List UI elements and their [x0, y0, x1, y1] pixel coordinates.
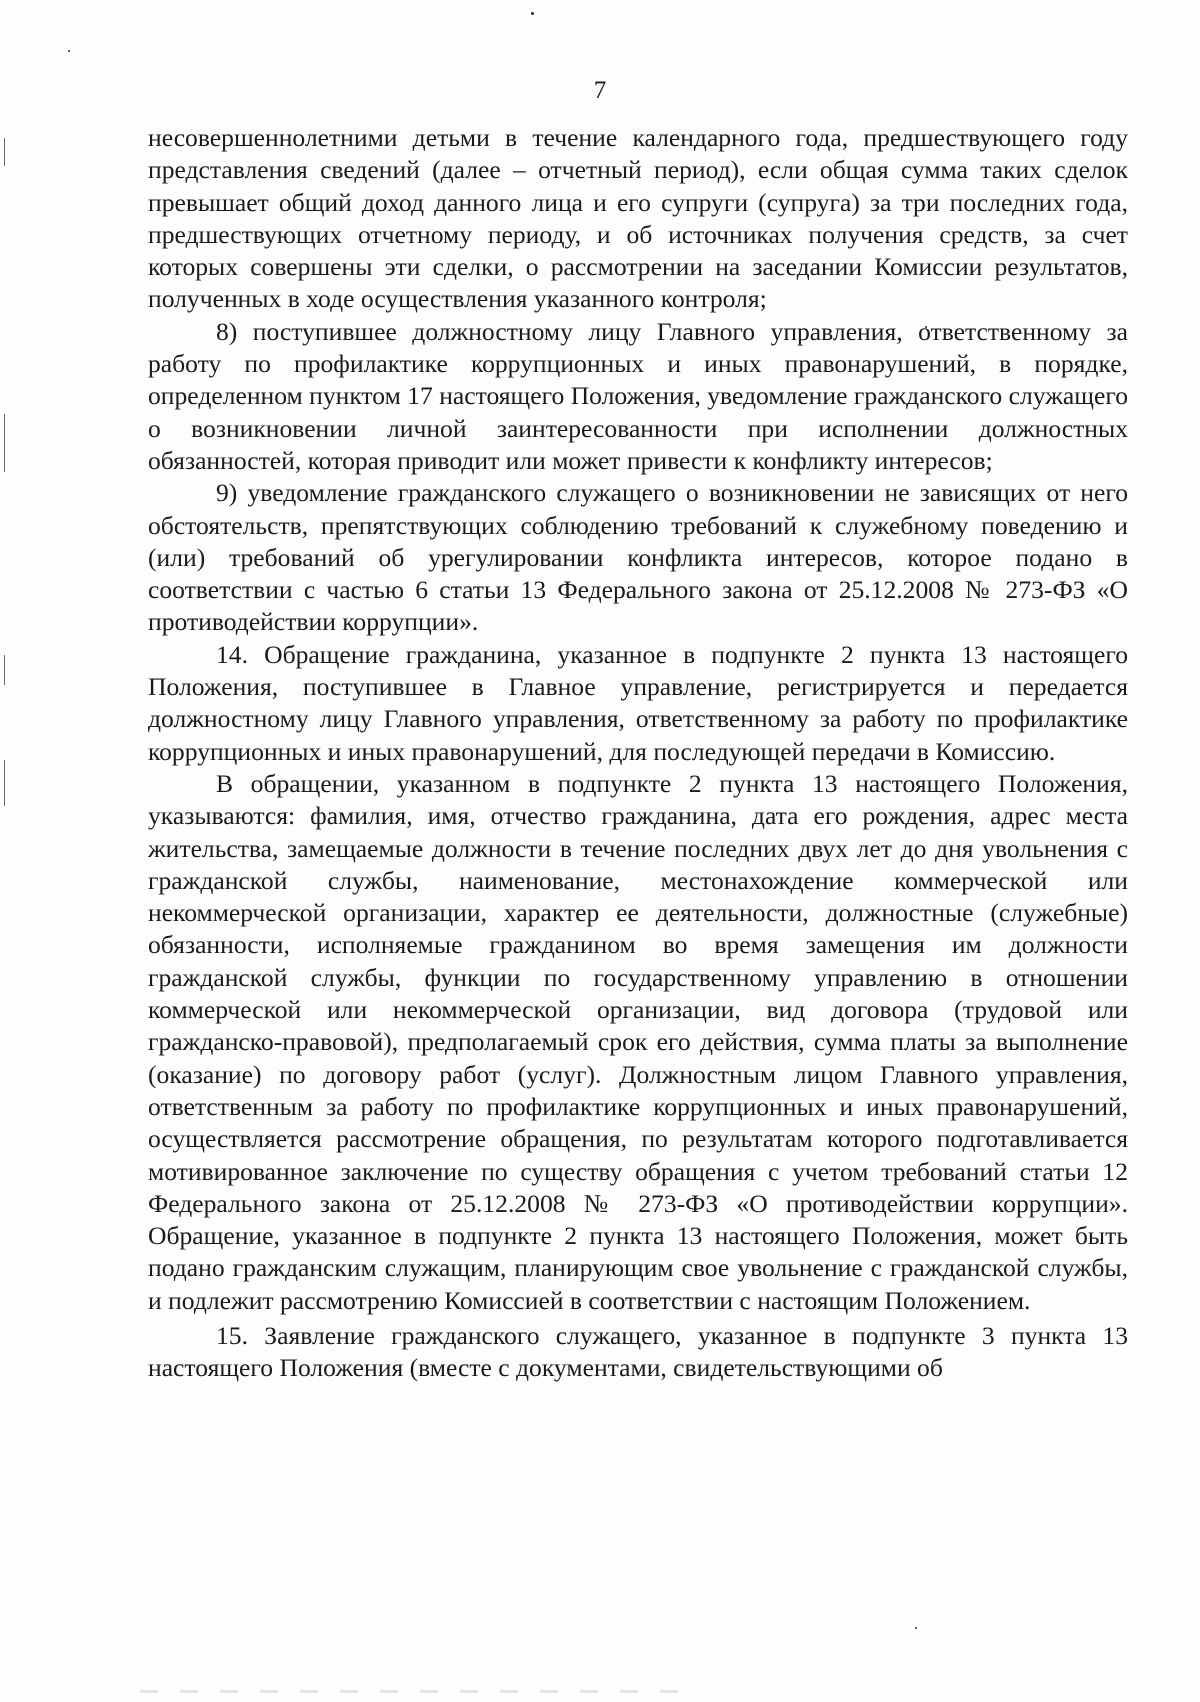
scan-edge-mark: [4, 760, 5, 806]
page-number: 7: [593, 77, 607, 104]
paragraph-appeal-contents: В обращении, указанном в подпункте 2 пункта 13 настоящего Положения, указываются: фамилия, имя, отчество гражданина, дата его рождения, адрес места жительства, замещаемые должности в течение последних двух лет до дня увольнения с гражданской службы, наименование, местонахождение коммерческой или некоммерческой организации, характер ее деятельности, должностные (служебные) обязанности, исполняемые гражданином во время замещения им должности гражданской службы, функции по государственному управлению в отношении коммерческой или некоммерческой организации, вид договора (трудовой или гражданско-правовой), предполагаемый срок его действия, сумма платы за выполнение (оказание) по договору работ (услуг). Должностным лицом Главного управления, ответственным за работу по профилактике коррупционных и иных правонарушений, осуществляется рассмотрение обращения, по результатам которого подготавливается мотивированное заключение по существу обращения с учетом требований статьи 12 Федерального закона от 25.12.2008 № 273-ФЗ «О противодействии коррупции». Обращение, указанное в подпункте 2 пункта 13 настоящего Положения, может быть подано гражданским служащим, планирующим свое увольнение с гражданской службы, и подлежит рассмотрению Комиссией в соответствии с настоящим Положением.: [148, 768, 1128, 1315]
scan-edge-mark: [4, 138, 5, 166]
scan-edge-mark: [4, 655, 5, 685]
paragraph-item-9: 9) уведомление гражданского служащего о возникновении не зависящих от него обстоятельств, препятствующих соблюдению требований к служебному поведению и (или) требований об урегулировании конфликта интересов, которое подано в соответствии с частью 6 статьи 13 Федерального закона от 25.12.2008 № 273-ФЗ «О противодействии коррупции».: [148, 478, 1128, 637]
paragraph-continuation: несовершеннолетними детьми в течение календарного года, предшествующего году представления сведений (далее – отчетный период), если общая сумма таких сделок превышает общий доход данного лица и его супруги (супруга) за три последних года, предшествующих отчетному периоду, и об источниках получения средств, за счет которых совершены эти сделки, о рассмотрении на заседании Комиссии результатов, полученных в ходе осуществления указанного контроля;: [148, 123, 1128, 314]
scan-speck: [68, 50, 70, 52]
scan-edge-mark: [4, 414, 5, 472]
scan-speck: [531, 12, 534, 15]
paragraph-item-8: 8) поступившее должностному лицу Главного управления, ответственному за работу по профилактике коррупционных и иных правонарушений, в порядке, определенном пунктом 17 настоящего Положения, уведомление гражданского служащего о возникновении личной заинтересованности при исполнении должностных обязанностей, которая приводит или может привести к конфликту интересов;: [148, 316, 1128, 475]
scan-speck: [915, 1627, 917, 1629]
document-body: [148, 122, 1128, 1385]
scan-bottom-noise: [140, 1690, 700, 1693]
paragraph-clause-15: 15. Заявление гражданского служащего, указанное в подпункте 3 пункта 13 настоящего Положения (вместе с документами, свидетельствующими об: [148, 1320, 1128, 1383]
paragraph-clause-14: 14. Обращение гражданина, указанное в подпункте 2 пункта 13 настоящего Положения, поступившее в Главное управление, регистрируется и передается должностному лицу Главного управления, ответственному за работу по профилактике коррупционных и иных правонарушений, для последующей передачи в Комиссию.: [148, 639, 1128, 766]
